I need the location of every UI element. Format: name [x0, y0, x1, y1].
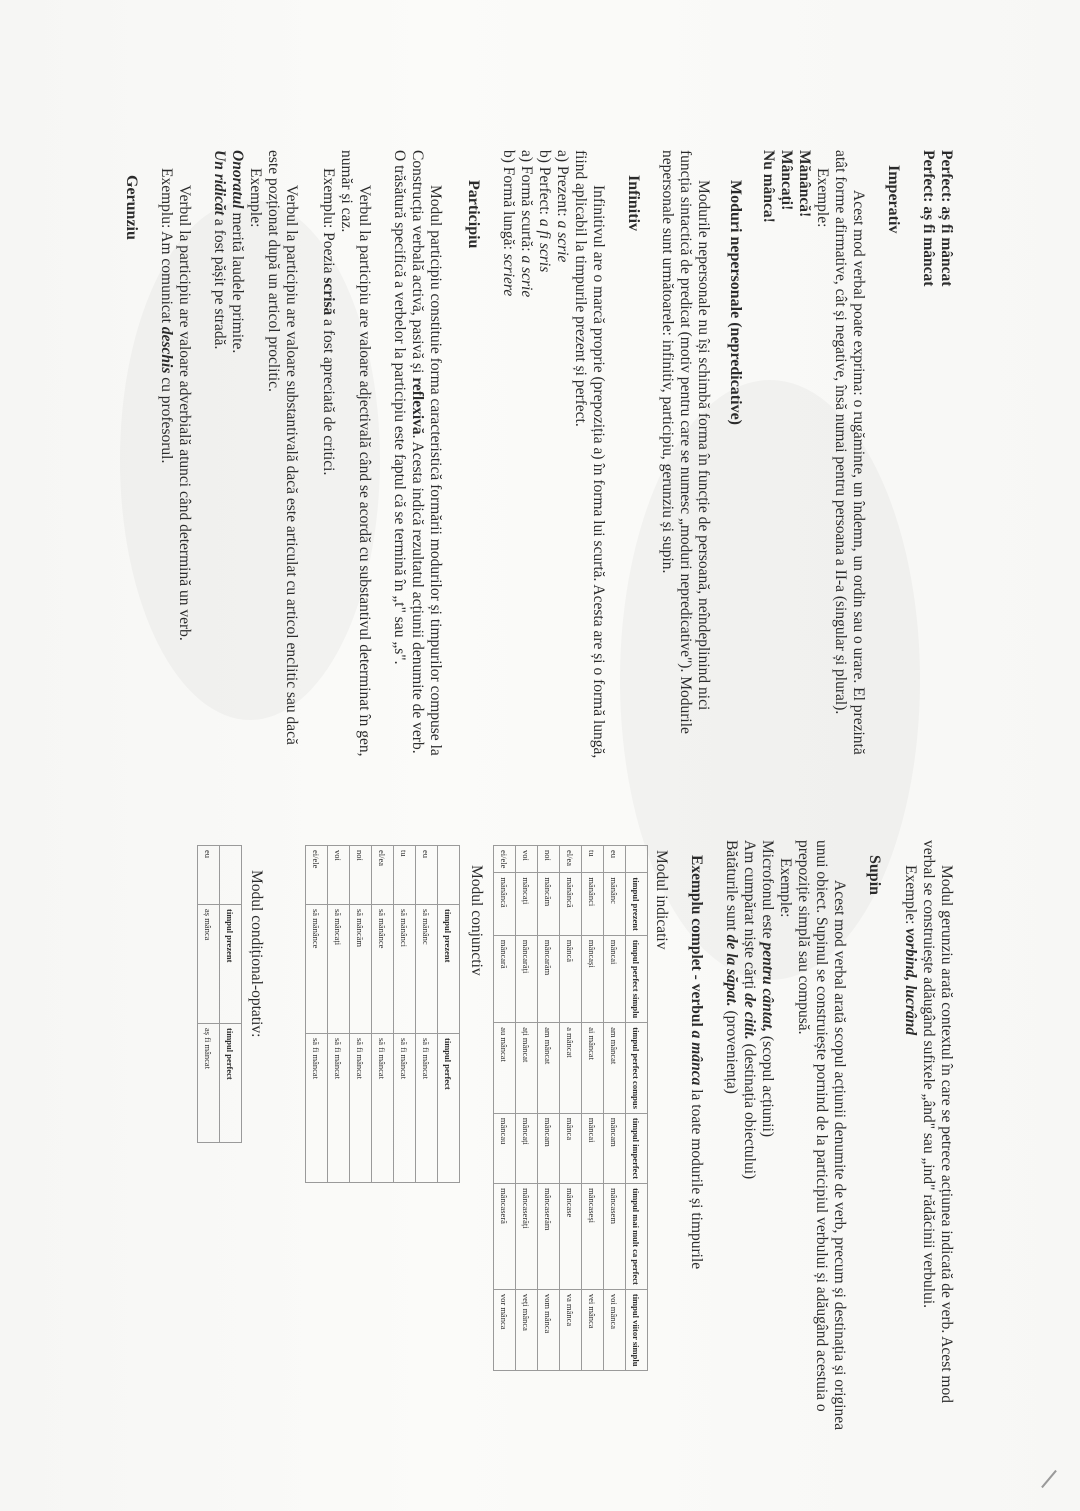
- table-cell: mâncași: [582, 935, 604, 1022]
- text-run: Construcția verbală activă, pasivă și: [409, 150, 426, 378]
- text-run: Bătăturile sunt: [723, 840, 740, 935]
- table-row: [560, 846, 582, 1371]
- text-run: cu profesorul.: [158, 373, 175, 464]
- infinitiv-paragraph-line: Infinitivul are o marcă proprie (prepoziția a) în forma lui scurtă. Acesta are și o formă lungă,: [590, 185, 607, 759]
- table-header-cell: timpul perfect compus: [626, 1023, 648, 1114]
- table-header-cell: timpul prezent: [220, 905, 242, 1024]
- gerunziu-example: [901, 865, 919, 1035]
- text-run: (scopul acțiunii): [759, 1032, 776, 1138]
- table-cell: să fi mâncat: [350, 1034, 372, 1183]
- table-cell: mănânc: [604, 873, 626, 935]
- participiu-paragraph-line: Modul participiu constituie forma caracteristică formării modurilor și timpurilor compuse la: [427, 185, 444, 756]
- text-run-bold: Onoratul: [229, 150, 246, 209]
- table-cell: va mânca: [560, 1289, 582, 1371]
- table-row: [306, 846, 328, 1183]
- table-header-cell: [626, 846, 648, 873]
- text-run-bold: scrisă: [320, 277, 337, 316]
- table-cell: eu: [416, 846, 438, 905]
- supin-example: [758, 840, 776, 1137]
- table-cell: să fi mâncat: [394, 1034, 416, 1183]
- table-cell: să mănânc: [416, 905, 438, 1034]
- table-cell: am mâncat: [604, 1023, 626, 1114]
- table-cell: vor mânca: [494, 1289, 516, 1371]
- participiu-adverbial-example: [157, 168, 175, 463]
- table-cell: vei mânca: [582, 1289, 604, 1371]
- imperativ-example: Nu mânca!: [760, 150, 777, 223]
- table-cell: ei/ele: [306, 846, 328, 905]
- infinitiv-example: [499, 150, 517, 296]
- table-cell: să fi mâncat: [306, 1034, 328, 1183]
- exemple-label: Exemple:: [777, 858, 794, 918]
- table-cell: el/ea: [372, 846, 394, 905]
- imperativ-example: Mâncați!: [778, 150, 795, 211]
- participiu-substantival-line: Verbul la participiu are valoare substantivală dacă este articulat cu articol enclitic sau dacă: [283, 185, 300, 745]
- example-label: b) Perfect:: [536, 150, 553, 219]
- example-label: b) Formă lungă:: [500, 150, 517, 254]
- table-header-cell: timpul viitor simplu: [626, 1289, 648, 1371]
- table-cell: ați mâncat: [516, 1023, 538, 1114]
- text-run: a fost pășit pe stradă.: [211, 215, 228, 350]
- infinitiv-example: [517, 150, 535, 297]
- supin-paragraph-line: Acest mod verbal arată scopul acțiunii denumite de verb, precum și destinația și originea: [831, 880, 848, 1431]
- conjunctiv-table: [305, 845, 460, 1183]
- table-cell: au mâncat: [494, 1023, 516, 1114]
- gerunziu-paragraph-line: Modul gerunziu arată contextul în care se petrece acțiunea indicată de verb. Acest mod: [938, 865, 955, 1403]
- table-cell: a mâncat: [560, 1023, 582, 1114]
- example-label: a) Formă scurtă:: [518, 150, 535, 256]
- conditional-label: Modul condițional-optativ:: [248, 870, 265, 1038]
- table-cell: am mâncat: [538, 1023, 560, 1114]
- table-cell: să mănânce: [372, 905, 394, 1034]
- text-run: (proveniența): [723, 1006, 740, 1094]
- table-cell: mâncaserăm: [538, 1184, 560, 1290]
- gerunziu-heading: Gerunziu: [123, 175, 140, 240]
- example-value: a scrie: [518, 255, 535, 298]
- table-header-cell: [438, 846, 460, 905]
- nepersonale-paragraph-line: Modurile nepersonale nu își schimbă forma în funcție de persoană, neîndeplinind nici: [695, 180, 712, 711]
- text-run-bold: deschis: [158, 326, 175, 374]
- nepersonale-paragraph-line: funcția sintactică de predicat (motiv pentru care se numesc „moduri nepredicative"). Modurile: [677, 150, 694, 734]
- table-cell: mâncasem: [604, 1184, 626, 1290]
- text-run: Microfonul este: [759, 840, 776, 943]
- table-cell: mâncară: [494, 935, 516, 1022]
- table-cell: mâncarăm: [538, 935, 560, 1022]
- complete-example-heading: [687, 855, 705, 1269]
- participiu-substantival-example: [210, 150, 228, 349]
- table-row: [394, 846, 416, 1183]
- table-cell: mâncai: [604, 935, 626, 1022]
- table-cell: mâncăm: [538, 873, 560, 935]
- table-header-cell: timpul prezent: [438, 905, 460, 1034]
- text-run: Poezia: [320, 232, 337, 278]
- table-cell: mâncați: [516, 1113, 538, 1183]
- supin-heading: Supin: [866, 855, 883, 896]
- table-cell: tu: [582, 846, 604, 873]
- exemple-label: Exemple:: [814, 168, 831, 228]
- table-cell: aș mânca: [198, 905, 220, 1024]
- text-run: la toate modurile și timpurile: [688, 1085, 705, 1270]
- table-row: [328, 846, 350, 1183]
- table-row: [516, 846, 538, 1371]
- table-row: [198, 846, 220, 1143]
- table-header-cell: timpul perfect simplu: [626, 935, 648, 1022]
- table-cell: mâncai: [582, 1113, 604, 1183]
- table-cell: voi mânca: [604, 1289, 626, 1371]
- indicativ-label: Modul indicativ: [653, 850, 670, 950]
- imperativ-paragraph-line: atât forme afirmative, cât și negative, însă numai pentru persoana a II-a (singular și plural).: [832, 150, 849, 715]
- table-cell: el/ea: [560, 846, 582, 873]
- table-cell: ei/ele: [494, 846, 516, 873]
- participiu-paragraph-line: O trăsătură specifică a verbelor la participiu este faptul că se termină în „t" sau „s".: [391, 150, 408, 665]
- table-cell: mâncaseși: [582, 1184, 604, 1290]
- nepersonale-heading: Moduri nepersonale (nepredicative): [727, 180, 744, 426]
- imperativ-heading: Imperativ: [885, 165, 902, 234]
- participiu-substantival-line: este pozționat după un articol proclitic.: [265, 150, 282, 392]
- table-cell: să mănânce: [306, 905, 328, 1034]
- text-run-bold: de citit.: [741, 993, 758, 1040]
- table-cell: mănâncă: [560, 873, 582, 935]
- table-cell: să fi mâncat: [372, 1034, 394, 1183]
- text-run: a mânca: [688, 1030, 705, 1086]
- table-cell: ai mâncat: [582, 1023, 604, 1114]
- table-cell: mănânci: [582, 873, 604, 935]
- participiu-substantival-example: [228, 150, 246, 353]
- participiu-paragraph-line: [408, 150, 426, 754]
- participiu-adjectival-line: număr și caz.: [338, 150, 355, 233]
- table-cell: mâncau: [494, 1113, 516, 1183]
- table-row: [582, 846, 604, 1371]
- table-header-cell: timpul perfect: [438, 1034, 460, 1183]
- table-cell: să fi mâncat: [328, 1034, 350, 1183]
- supin-example: [722, 840, 740, 1094]
- table-row: [604, 846, 626, 1371]
- infinitiv-paragraph-line: fiind aplicabil la timpurile prezent și perfect.: [572, 150, 589, 427]
- text-run-bold: de la săpat.: [723, 934, 740, 1007]
- example-value: a scrie: [554, 220, 571, 263]
- table-header-cell: timpul mai mult ca perfect: [626, 1184, 648, 1290]
- participiu-adverbial-line: Verbul la participiu are valoare adverbială atunci când determină un verb.: [176, 185, 193, 641]
- text-run: . Acesta indică rezultatul acțiunii denumite de verb.: [409, 434, 426, 754]
- imperativ-example: Mănâncă!: [796, 150, 813, 218]
- table-cell: mâncam: [538, 1113, 560, 1183]
- infinitiv-example: [553, 150, 571, 262]
- table-cell: mâncam: [604, 1113, 626, 1183]
- table-cell: mâncase: [560, 1184, 582, 1290]
- table-cell: să mâncați: [328, 905, 350, 1034]
- supin-example: [740, 840, 758, 1179]
- example-label: a) Prezent:: [554, 150, 571, 221]
- text-run: Exemplu complet - verbul: [688, 855, 705, 1031]
- perfect-line-1: Perfect: aș fi mâncat: [938, 150, 955, 287]
- table-cell: eu: [198, 846, 220, 905]
- table-cell: mâncați: [516, 873, 538, 935]
- supin-paragraph-line: prepoziție simplă sau compusă.: [795, 840, 812, 1035]
- supin-paragraph-line: unui obiect. Supinul se construiește pornind de la participiul verbului și adăugând acestuia o: [813, 840, 830, 1412]
- table-cell: mâncă: [560, 935, 582, 1022]
- participiu-heading: Participiu: [465, 180, 482, 249]
- example-value: vorbind, lucrând: [902, 928, 919, 1036]
- table-cell: să mâncăm: [350, 905, 372, 1034]
- nepersonale-paragraph-line: nepersonale sunt următoarele: infinitiv, participiu, gerunziu și supin.: [659, 150, 676, 574]
- example-value: scriere: [500, 253, 517, 297]
- table-header-cell: timpul perfect: [220, 1024, 242, 1143]
- perfect-line-2: Perfect: aș fi mâncat: [920, 150, 937, 287]
- conjunctiv-label: Modul conjunctiv: [468, 865, 485, 976]
- table-cell: mâncaseră: [494, 1184, 516, 1290]
- table-row: [494, 846, 516, 1371]
- table-row: [372, 846, 394, 1183]
- infinitiv-heading: Infinitiv: [625, 175, 642, 232]
- example-label: Exemplu:: [320, 168, 337, 233]
- imperativ-paragraph-line: Acest mod verbal poate exprima: o rugăminte, un îndemn, un ordin sau o urare. El prezintă: [850, 190, 867, 755]
- text-run-bold: reflexivă: [409, 377, 426, 435]
- table-header-cell: timpul prezent: [626, 873, 648, 935]
- table-header-row: [626, 846, 648, 1371]
- table-cell: eu: [604, 846, 626, 873]
- table-header-row: [438, 846, 460, 1183]
- table-row: [416, 846, 438, 1183]
- text-run: (destinația obiectului): [741, 1039, 758, 1180]
- example-label: Exemple:: [902, 865, 919, 929]
- table-cell: veți mânca: [516, 1289, 538, 1371]
- table-cell: vom mânca: [538, 1289, 560, 1371]
- table-cell: mănâncă: [494, 873, 516, 935]
- table-cell: noi: [350, 846, 372, 905]
- table-cell: voi: [516, 846, 538, 873]
- table-header-cell: timpul imperfect: [626, 1113, 648, 1183]
- table-cell: să mănânci: [394, 905, 416, 1034]
- table-row: [350, 846, 372, 1183]
- conditional-table: [197, 845, 242, 1143]
- table-header-cell: [220, 846, 242, 905]
- table-cell: noi: [538, 846, 560, 873]
- text-run: Am cumpărat niște cărți: [741, 840, 758, 994]
- text-run-bold: Un ridicăt: [211, 150, 228, 216]
- text-run: Exemplu: Am comunicat: [158, 168, 175, 327]
- participiu-adjectival-example: [319, 168, 337, 475]
- indicativ-table: [493, 845, 648, 1371]
- exemple-label: Exemple:: [247, 168, 264, 228]
- text-run-bold: pentru cântat,: [759, 942, 776, 1033]
- table-row: [538, 846, 560, 1371]
- text-run: merită laudele primite.: [229, 208, 246, 354]
- infinitiv-example: [535, 150, 553, 272]
- table-cell: să fi mâncat: [416, 1034, 438, 1183]
- table-cell: voi: [328, 846, 350, 905]
- participiu-adjectival-line: Verbul la participiu are valoare adjectivală când se acordă cu substantivul determinat în gen,: [356, 185, 373, 757]
- gerunziu-paragraph-line: verbal se construiește adăugând sufixele „ând" sau „ind" rădăcinii verbului.: [920, 840, 937, 1309]
- text-run: a fost apreciată de critici.: [320, 315, 337, 476]
- table-cell: mânca: [560, 1113, 582, 1183]
- example-value: a fi scris: [536, 218, 553, 273]
- table-header-row: [220, 846, 242, 1143]
- table-cell: tu: [394, 846, 416, 905]
- table-cell: mâncaserăți: [516, 1184, 538, 1290]
- table-cell: mâncarăți: [516, 935, 538, 1022]
- table-cell: aș fi mâncat: [198, 1024, 220, 1143]
- right-column: [0, 760, 1080, 1511]
